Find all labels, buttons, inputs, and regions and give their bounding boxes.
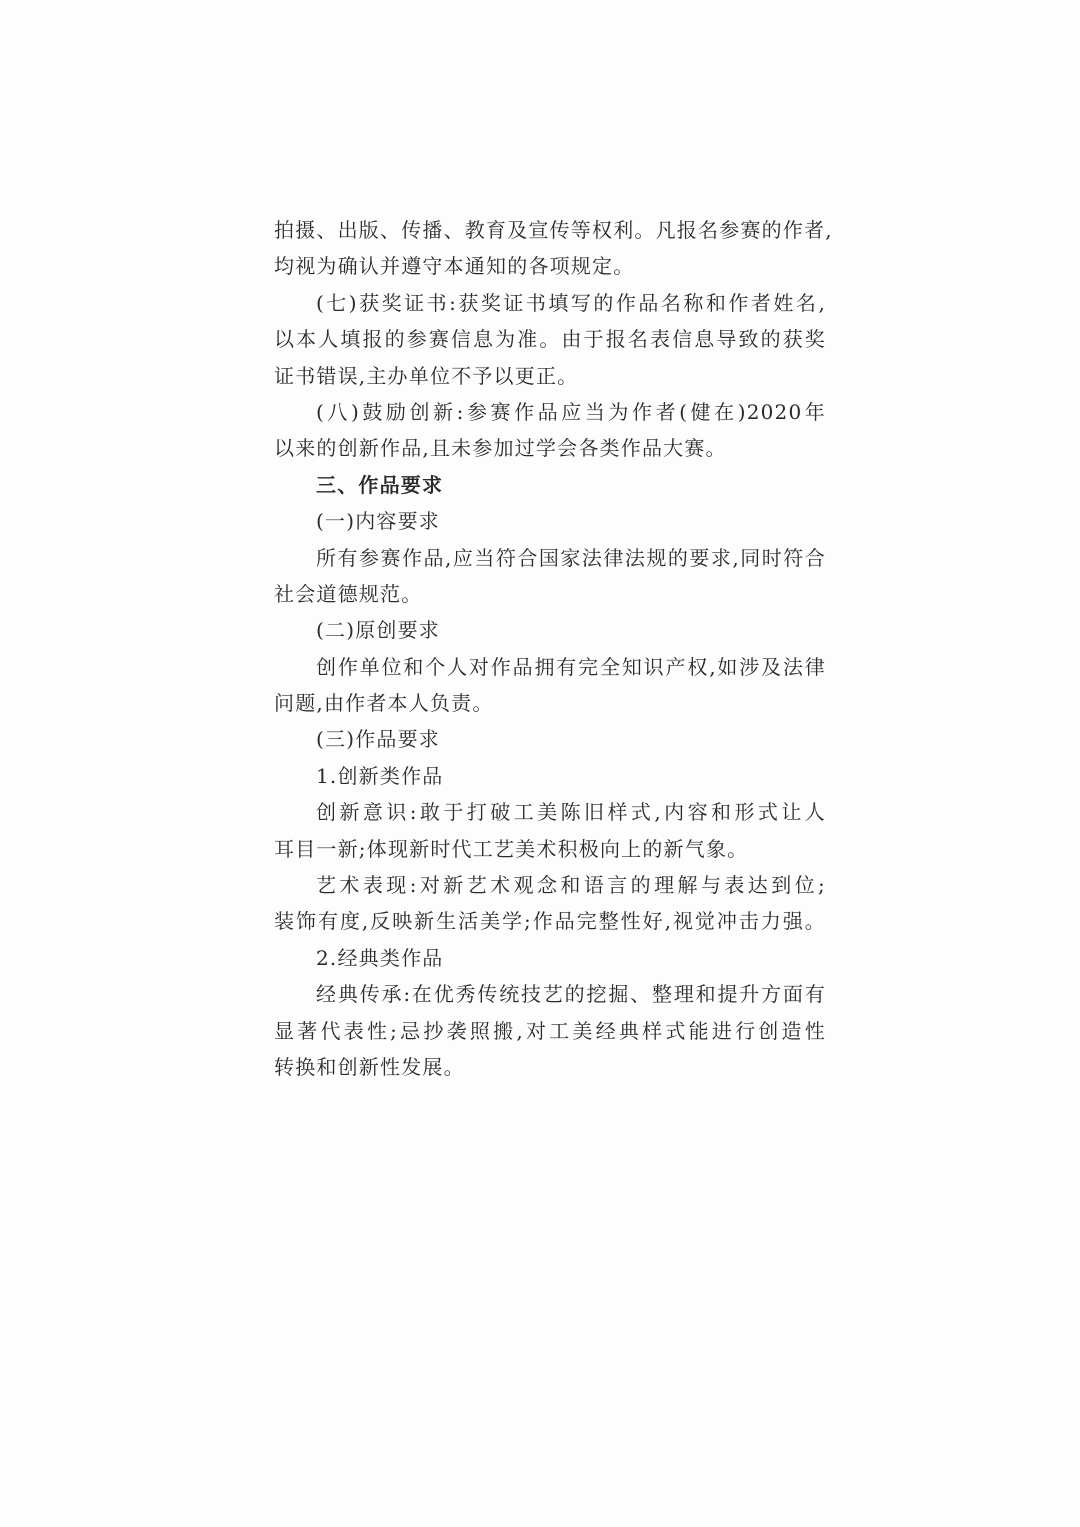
document-body — [274, 212, 833, 1085]
text-line: 转换和创新性发展。 — [274, 1054, 465, 1079]
text-line: 拍摄、出版、传播、教育及宣传等权利。凡报名参赛的作者, — [274, 218, 833, 242]
text-line: 以本人填报的参赛信息为准。由于报名表信息导致的获奖 — [274, 327, 826, 352]
text-line: 证书错误,主办单位不予以更正。 — [274, 363, 579, 388]
text-line: 显著代表性;忌抄袭照搬,对工美经典样式能进行创造性 — [274, 1018, 826, 1043]
text-line: (一)内容要求 — [316, 509, 441, 534]
text-line: (二)原创要求 — [316, 618, 441, 643]
text-line: (三)作品要求 — [316, 727, 441, 752]
text-line: 经典传承:在优秀传统技艺的挖掘、整理和提升方面有 — [316, 982, 826, 1007]
section-heading: 三、作品要求 — [316, 472, 444, 497]
text-line: 创作单位和个人对作品拥有完全知识产权,如涉及法律 — [316, 654, 826, 679]
text-line: 装饰有度,反映新生活美学;作品完整性好,视觉冲击力强。 — [274, 909, 826, 934]
text-line: 1.创新类作品 — [316, 763, 444, 788]
text-line: (七)获奖证书:获奖证书填写的作品名称和作者姓名, — [316, 290, 826, 315]
text-line: (八)鼓励创新:参赛作品应当为作者(健在)2020年 — [316, 399, 826, 424]
text-line: 以来的创新作品,且未参加过学会各类作品大赛。 — [274, 436, 727, 461]
text-line: 均视为确认并遵守本通知的各项规定。 — [274, 254, 635, 279]
text-line: 创新意识:敢于打破工美陈旧样式,内容和形式让人 — [316, 800, 826, 825]
text-line: 问题,由作者本人负责。 — [274, 691, 494, 716]
text-line: 耳目一新;体现新时代工艺美术积极向上的新气象。 — [274, 836, 749, 861]
text-line: 艺术表现:对新艺术观念和语言的理解与表达到位; — [316, 873, 826, 898]
text-line: 2.经典类作品 — [316, 945, 444, 970]
text-line: 社会道德规范。 — [274, 581, 423, 606]
text-line: 所有参赛作品,应当符合国家法律法规的要求,同时符合 — [316, 545, 826, 570]
